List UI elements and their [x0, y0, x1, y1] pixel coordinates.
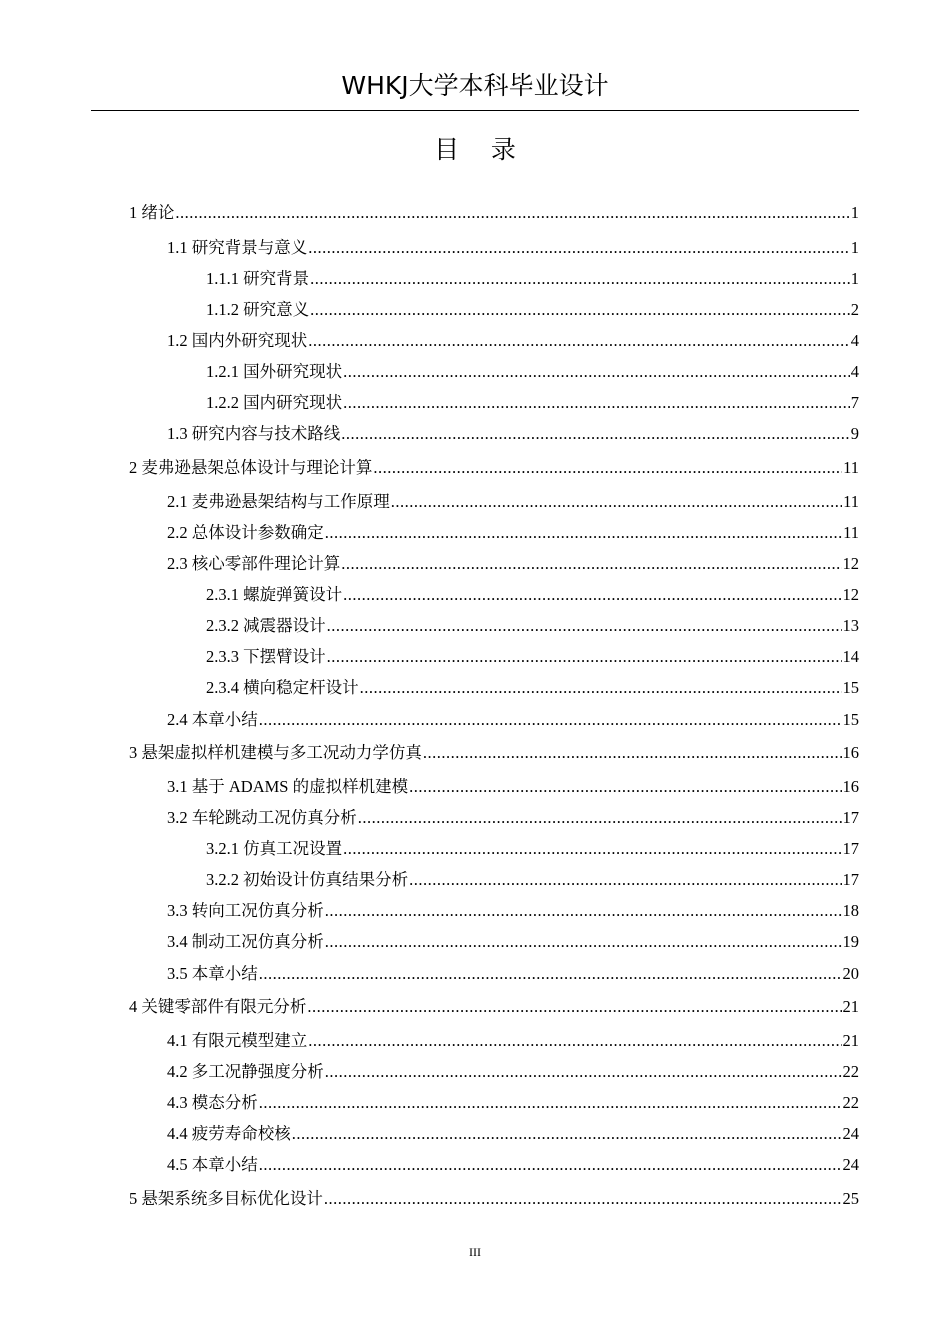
toc-entry-page: 7 [850, 393, 859, 412]
toc-entry-label: 1.2.2 国内研究现状 [206, 393, 343, 412]
toc-entry[interactable] [167, 1030, 859, 1052]
toc-dot-leader [327, 646, 842, 668]
toc-entry-page: 2 [850, 300, 859, 319]
toc-entry-label: 4.3 模态分析 [167, 1093, 258, 1112]
toc-entry[interactable] [206, 361, 859, 383]
toc-entry[interactable] [167, 423, 859, 445]
toc-entry-label: 3.2 车轮跳动工况仿真分析 [167, 808, 357, 827]
toc-dot-leader [343, 392, 850, 414]
toc-dot-leader [308, 330, 850, 352]
toc-entry-label: 3.5 本章小结 [167, 964, 258, 983]
toc-entry-page: 17 [842, 870, 859, 889]
toc-dot-leader [358, 807, 842, 829]
toc-entry-label: 3.3 转向工况仿真分析 [167, 901, 324, 920]
toc-entry-label: 5 悬架系统多目标优化设计 [129, 1189, 323, 1208]
toc-entry-label: 3.1 基于 ADAMS 的虚拟样机建模 [167, 777, 409, 796]
toc-entry[interactable] [206, 646, 859, 668]
toc-dot-leader [325, 931, 842, 953]
page-header-title: WHKJ大学本科毕业设计 [341, 71, 609, 100]
toc-entry-page: 15 [842, 710, 859, 729]
toc-entry[interactable] [129, 202, 859, 224]
toc-entry[interactable] [167, 1154, 859, 1176]
toc-entry[interactable] [167, 1061, 859, 1083]
toc-entry[interactable] [206, 299, 859, 321]
toc-entry-page: 17 [842, 839, 859, 858]
toc-entry-page: 24 [842, 1124, 859, 1143]
toc-entry-page: 9 [850, 424, 859, 443]
toc-entry-page: 1 [850, 238, 859, 257]
toc-entry-page: 4 [850, 362, 859, 381]
header-divider [91, 110, 859, 111]
toc-entry[interactable] [167, 807, 859, 829]
toc-entry[interactable] [206, 615, 859, 637]
toc-dot-leader [292, 1123, 842, 1145]
toc-entry[interactable] [167, 330, 859, 352]
toc-entry[interactable] [167, 522, 859, 544]
toc-entry-page: 16 [842, 777, 859, 796]
toc-dot-leader [259, 709, 842, 731]
page-number: III [469, 1245, 481, 1259]
toc-entry-page: 12 [842, 554, 859, 573]
toc-entry[interactable] [167, 1123, 859, 1145]
toc-entry-label: 1.2 国内外研究现状 [167, 331, 308, 350]
toc-entry[interactable] [206, 584, 859, 606]
toc-entry-label: 4.2 多工况静强度分析 [167, 1062, 324, 1081]
toc-dot-leader [327, 615, 842, 637]
toc-dot-leader [373, 457, 842, 479]
toc-entry[interactable] [167, 553, 859, 575]
toc-entry-page: 21 [842, 997, 859, 1016]
toc-dot-leader [343, 838, 841, 860]
toc-entry-label: 3 悬架虚拟样机建模与多工况动力学仿真 [129, 743, 422, 762]
toc-entry[interactable] [167, 776, 859, 798]
toc-entry-label: 4 关键零部件有限元分析 [129, 997, 307, 1016]
toc-entry-page: 13 [842, 616, 859, 635]
toc-entry-page: 22 [842, 1062, 859, 1081]
toc-entry-label: 2 麦弗逊悬架总体设计与理论计算 [129, 458, 373, 477]
toc-dot-leader [308, 237, 850, 259]
toc-entry-label: 1.3 研究内容与技术路线 [167, 424, 341, 443]
toc-entry-label: 1 绪论 [129, 203, 175, 222]
toc-entry-label: 1.1.2 研究意义 [206, 300, 310, 319]
toc-dot-leader [325, 522, 842, 544]
toc-entry-page: 22 [842, 1093, 859, 1112]
toc-entry[interactable] [167, 491, 859, 513]
toc-dot-leader [324, 1188, 842, 1210]
toc-entry[interactable] [167, 931, 859, 953]
toc-entry-label: 2.3.3 下摆臂设计 [206, 647, 326, 666]
toc-dot-leader [175, 202, 849, 224]
toc-entry-page: 25 [842, 1189, 859, 1208]
toc-entry[interactable] [129, 742, 859, 764]
toc-entry-page: 1 [850, 203, 859, 222]
toc-entry-label: 2.4 本章小结 [167, 710, 258, 729]
toc-entry-page: 4 [850, 331, 859, 350]
toc-entry-label: 3.2.1 仿真工况设置 [206, 839, 343, 858]
toc-dot-leader [308, 1030, 841, 1052]
toc-entry-label: 2.2 总体设计参数确定 [167, 523, 324, 542]
toc-dot-leader [360, 677, 842, 699]
toc-dot-leader [259, 1092, 842, 1114]
toc-entry[interactable] [206, 392, 859, 414]
toc-dot-leader [307, 996, 841, 1018]
toc-entry[interactable] [206, 677, 859, 699]
toc-entry-page: 21 [842, 1031, 859, 1050]
toc-entry-page: 16 [842, 743, 859, 762]
toc-dot-leader [409, 776, 841, 798]
toc-dot-leader [259, 963, 842, 985]
toc-entry-page: 1 [850, 269, 859, 288]
toc-dot-leader [423, 742, 842, 764]
toc-dot-leader [341, 553, 841, 575]
toc-entry-page: 24 [842, 1155, 859, 1174]
toc-entry[interactable] [129, 996, 859, 1018]
toc-entry-label: 3.2.2 初始设计仿真结果分析 [206, 870, 409, 889]
toc-entry-label: 1.1.1 研究背景 [206, 269, 310, 288]
toc-entry-label: 2.1 麦弗逊悬架结构与工作原理 [167, 492, 390, 511]
toc-dot-leader [343, 361, 850, 383]
toc-entry-label: 2.3.4 横向稳定杆设计 [206, 678, 359, 697]
toc-dot-leader [409, 869, 841, 891]
toc-dot-leader [325, 1061, 842, 1083]
toc-entry-page: 14 [842, 647, 859, 666]
toc-entry-page: 11 [843, 458, 859, 477]
toc-entry-page: 19 [842, 932, 859, 951]
toc-dot-leader [310, 268, 850, 290]
toc-entry[interactable] [129, 457, 859, 479]
toc-entry-page: 15 [842, 678, 859, 697]
toc-entry[interactable] [206, 838, 859, 860]
toc-entry-label: 2.3 核心零部件理论计算 [167, 554, 341, 573]
toc-entry-page: 18 [842, 901, 859, 920]
toc-entry[interactable] [206, 869, 859, 891]
toc-entry[interactable] [129, 1188, 859, 1210]
toc-entry-label: 4.1 有限元模型建立 [167, 1031, 308, 1050]
toc-dot-leader [343, 584, 841, 606]
toc-entry-label: 1.1 研究背景与意义 [167, 238, 308, 257]
toc-entry-page: 12 [842, 585, 859, 604]
toc-entry-label: 4.5 本章小结 [167, 1155, 258, 1174]
toc-entry-label: 1.2.1 国外研究现状 [206, 362, 343, 381]
toc-entry[interactable] [206, 268, 859, 290]
toc-entry[interactable] [167, 237, 859, 259]
toc-dot-leader [310, 299, 850, 321]
toc-entry[interactable] [167, 963, 859, 985]
toc-entry[interactable] [167, 709, 859, 731]
toc-title: 目 录 [434, 135, 516, 164]
toc-entry-label: 4.4 疲劳寿命校核 [167, 1124, 291, 1143]
toc-entry-label: 3.4 制动工况仿真分析 [167, 932, 324, 951]
toc-dot-leader [259, 1154, 842, 1176]
toc-entry-page: 11 [843, 492, 859, 511]
toc-dot-leader [325, 900, 842, 922]
toc-entry[interactable] [167, 900, 859, 922]
toc-dot-leader [341, 423, 850, 445]
toc-entry-page: 11 [843, 523, 859, 542]
toc-entry-label: 2.3.2 减震器设计 [206, 616, 326, 635]
toc-entry[interactable] [167, 1092, 859, 1114]
toc-entry-label: 2.3.1 螺旋弹簧设计 [206, 585, 343, 604]
toc-entry-page: 20 [842, 964, 859, 983]
toc-entry-page: 17 [842, 808, 859, 827]
toc-dot-leader [391, 491, 842, 513]
